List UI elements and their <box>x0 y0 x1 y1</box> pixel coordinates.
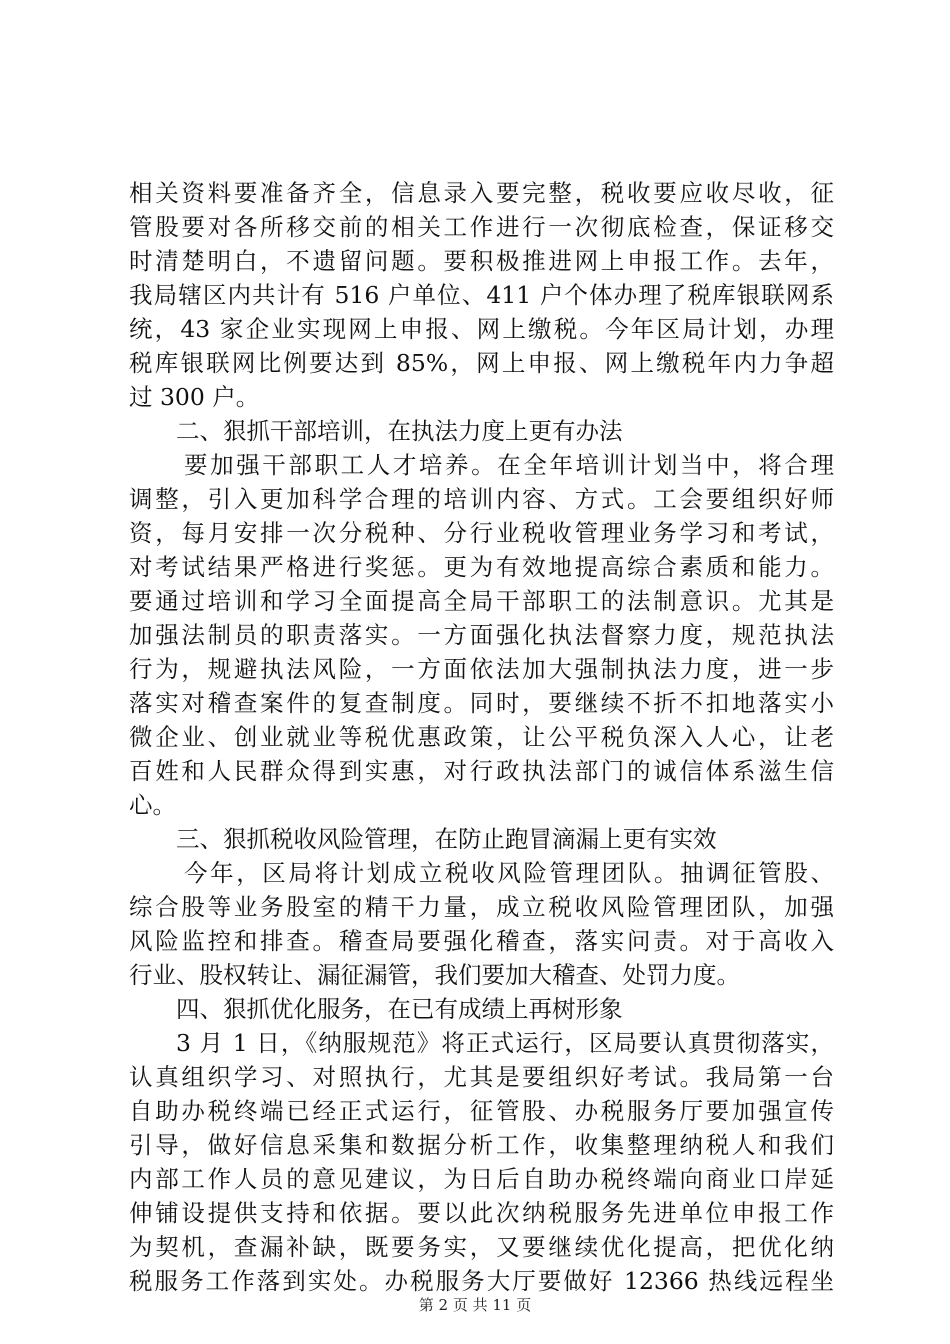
body-text-line: 自助办税终端已经正式运行，征管股、办税服务厅要加强宣传 <box>129 1097 834 1125</box>
section-heading: 四、狠抓优化服务，在已有成绩上再树形象 <box>176 995 623 1023</box>
body-text-line: 资，每月安排一次分税种、分行业税收管理业务学习和考试， <box>129 519 834 547</box>
body-text-line: 百姓和人民群众得到实惠，对行政执法部门的诚信体系滋生信 <box>129 757 834 785</box>
page-footer: 第 2 页 共 11 页 <box>418 1296 532 1314</box>
section-heading: 三、狠抓税收风险管理，在防止跑冒滴漏上更有实效 <box>176 825 717 853</box>
body-text-line: 过 300 户。 <box>129 383 260 411</box>
body-text-line: 认真组织学习、对照执行，尤其是要组织好考试。我局第一台 <box>129 1063 834 1091</box>
body-text-line: 调整，引入更加科学合理的培训内容、方式。工会要组织好师 <box>129 485 834 513</box>
body-text-line: 微企业、创业就业等税优惠政策，让公平税负深入人心，让老 <box>129 723 834 751</box>
body-text-line: 管股要对各所移交前的相关工作进行一次彻底检查，保证移交 <box>129 213 834 241</box>
document-body <box>129 176 834 1298</box>
section-heading: 二、狠抓干部培训，在执法力度上更有办法 <box>176 417 623 445</box>
body-text-line: 综合股等业务股室的精干力量，成立税收风险管理团队，加强 <box>129 893 834 921</box>
body-text-line: 对考试结果严格进行奖惩。更为有效地提高综合素质和能力。 <box>129 553 834 581</box>
body-text-line: 内部工作人员的意见建议，为日后自助办税终端向商业口岸延 <box>129 1165 834 1193</box>
body-text-line: 风险监控和排查。稽查局要强化稽查，落实问责。对于高收入 <box>129 927 834 955</box>
body-text-line: 行业、股权转让、漏征漏管，我们要加大稽查、处罚力度。 <box>129 961 740 989</box>
body-text-line: 为契机，查漏补缺，既要务实，又要继续优化提高，把优化纳 <box>129 1233 834 1261</box>
body-text-line: 相关资料要准备齐全，信息录入要完整，税收要应收尽收，征 <box>129 179 834 207</box>
body-text-line: 引导，做好信息采集和数据分析工作，收集整理纳税人和我们 <box>129 1131 834 1159</box>
body-text-line: 今年，区局将计划成立税收风险管理团队。抽调征管股、 <box>184 859 834 887</box>
body-text-line: 要通过培训和学习全面提高全局干部职工的法制意识。尤其是 <box>129 587 834 615</box>
body-text-line: 要加强干部职工人才培养。在全年培训计划当中，将合理 <box>184 451 834 479</box>
body-text-line: 税库银联网比例要达到 85%，网上申报、网上缴税年内力争超 <box>129 349 834 377</box>
body-text-line: 心。 <box>129 791 176 819</box>
body-text-line: 行为，规避执法风险，一方面依法加大强制执法力度，进一步 <box>129 655 834 683</box>
body-text-line: 税服务工作落到实处。办税服务大厅要做好 12366 热线远程坐 <box>129 1267 834 1295</box>
body-text-line: 落实对稽查案件的复查制度。同时，要继续不折不扣地落实小 <box>129 689 834 717</box>
body-text-line: 3 月 1 日，《纳服规范》将正式运行，区局要认真贯彻落实， <box>176 1029 834 1057</box>
body-text-line: 加强法制员的职责落实。一方面强化执法督察力度，规范执法 <box>129 621 834 649</box>
body-text-line: 我局辖区内共计有 516 户单位、411 户个体办理了税库银联网系 <box>129 281 834 309</box>
body-text-line: 伸铺设提供支持和依据。要以此次纳税服务先进单位申报工作 <box>129 1199 834 1227</box>
body-text-line: 时清楚明白，不遗留问题。要积极推进网上申报工作。去年， <box>129 247 834 275</box>
body-text-line: 统，43 家企业实现网上申报、网上缴税。今年区局计划，办理 <box>129 315 834 343</box>
